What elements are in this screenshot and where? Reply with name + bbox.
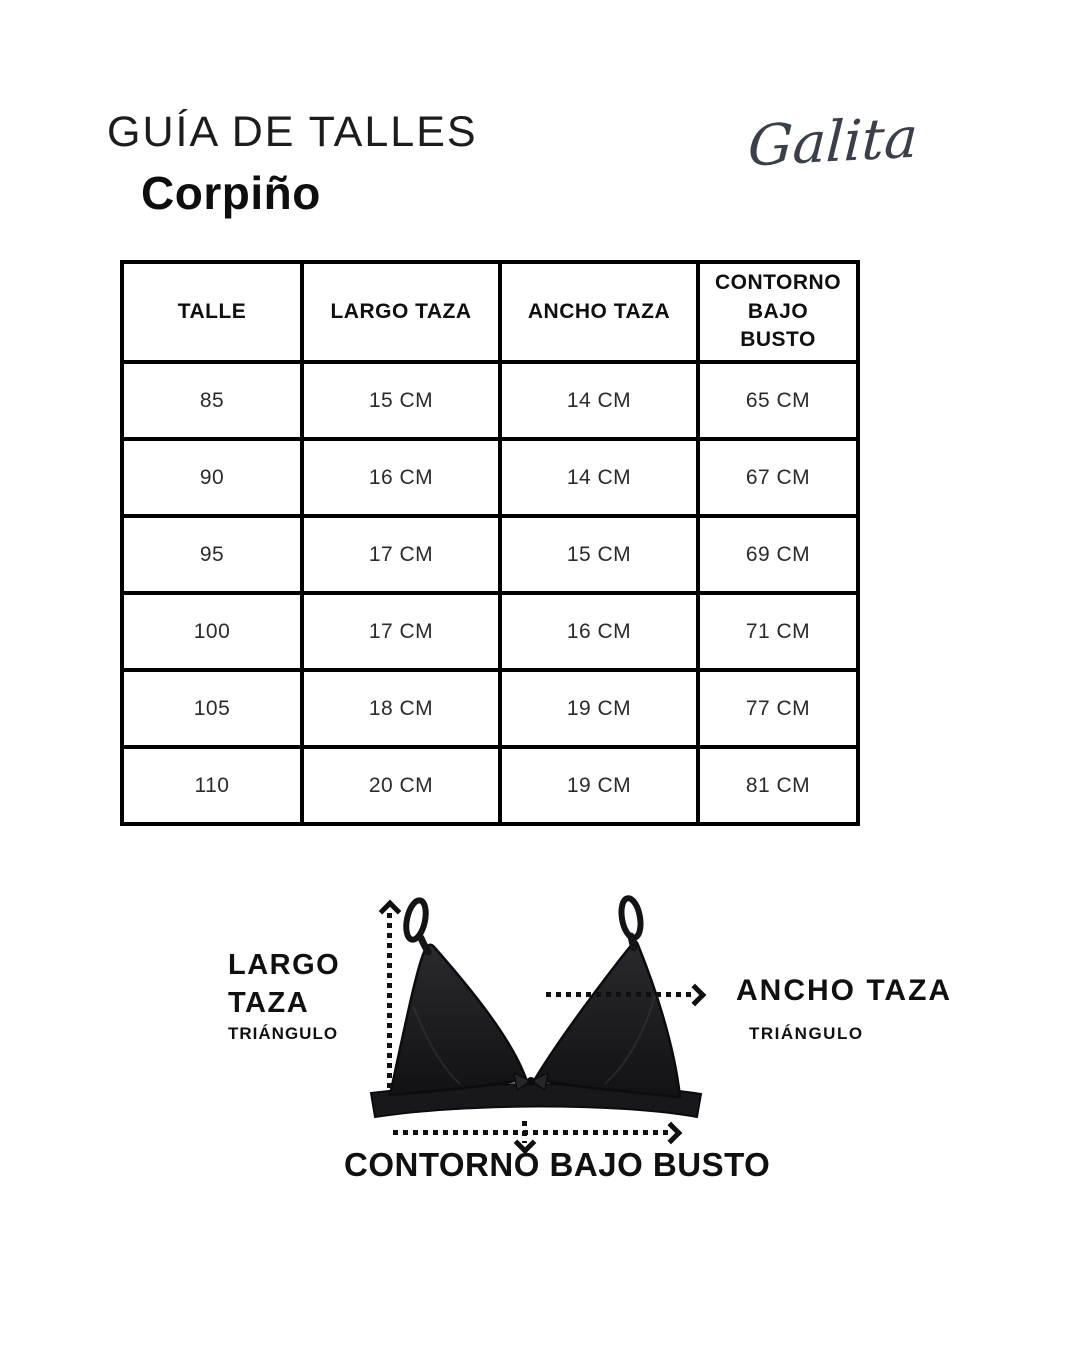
size-cell: 14 CM — [500, 439, 698, 516]
bra-illustration — [365, 886, 705, 1131]
size-cell: 16 CM — [302, 439, 500, 516]
table-row — [122, 747, 858, 824]
bra-right-cup — [535, 941, 680, 1097]
size-cell: 20 CM — [302, 747, 500, 824]
largo-taza-label: LARGO TAZA — [228, 949, 341, 1020]
ancho-taza-sublabel: TRIÁNGULO — [749, 1024, 864, 1043]
page-title: GUÍA DE TALLES — [107, 108, 478, 156]
col-header-ancho-taza: ANCHO TAZA — [500, 262, 698, 362]
page-subtitle: Corpiño — [141, 167, 321, 219]
table-row — [122, 516, 858, 593]
size-cell: 17 CM — [302, 516, 500, 593]
size-cell: 16 CM — [500, 593, 698, 670]
table-row — [122, 593, 858, 670]
table-row — [122, 362, 858, 439]
size-table — [120, 260, 860, 826]
size-cell: 17 CM — [302, 593, 500, 670]
largo-taza-sublabel: TRIÁNGULO — [228, 1024, 339, 1043]
table-row — [122, 439, 858, 516]
size-cell: 77 CM — [698, 670, 858, 747]
table-header-row — [122, 262, 858, 362]
contorno-bajo-busto-label: CONTORNO BAJO BUSTO — [344, 1146, 771, 1183]
size-cell: 85 — [122, 362, 302, 439]
size-cell: 67 CM — [698, 439, 858, 516]
size-cell: 105 — [122, 670, 302, 747]
size-cell: 15 CM — [302, 362, 500, 439]
size-cell: 69 CM — [698, 516, 858, 593]
size-cell: 14 CM — [500, 362, 698, 439]
table-row — [122, 670, 858, 747]
bra-bow-knot — [527, 1077, 535, 1085]
size-cell: 65 CM — [698, 362, 858, 439]
size-cell: 90 — [122, 439, 302, 516]
size-cell: 15 CM — [500, 516, 698, 593]
bra-left-strap-loop — [403, 899, 429, 942]
size-cell: 71 CM — [698, 593, 858, 670]
ancho-taza-arrow — [546, 992, 694, 997]
col-header-talle: TALLE — [122, 262, 302, 362]
bra-left-cup — [390, 945, 526, 1095]
col-header-contorno-bajo-busto: CONTORNO BAJO BUSTO — [698, 262, 858, 362]
size-cell: 81 CM — [698, 747, 858, 824]
size-cell: 19 CM — [500, 670, 698, 747]
brand-logo: Galita — [746, 105, 920, 180]
size-cell: 19 CM — [500, 747, 698, 824]
size-cell: 18 CM — [302, 670, 500, 747]
size-cell: 95 — [122, 516, 302, 593]
bra-left-strap — [421, 938, 428, 952]
col-header-largo-taza: LARGO TAZA — [302, 262, 500, 362]
contorno-arrow — [393, 1130, 671, 1135]
ancho-taza-label: ANCHO TAZA — [736, 974, 953, 1007]
size-cell: 100 — [122, 593, 302, 670]
size-cell: 110 — [122, 747, 302, 824]
